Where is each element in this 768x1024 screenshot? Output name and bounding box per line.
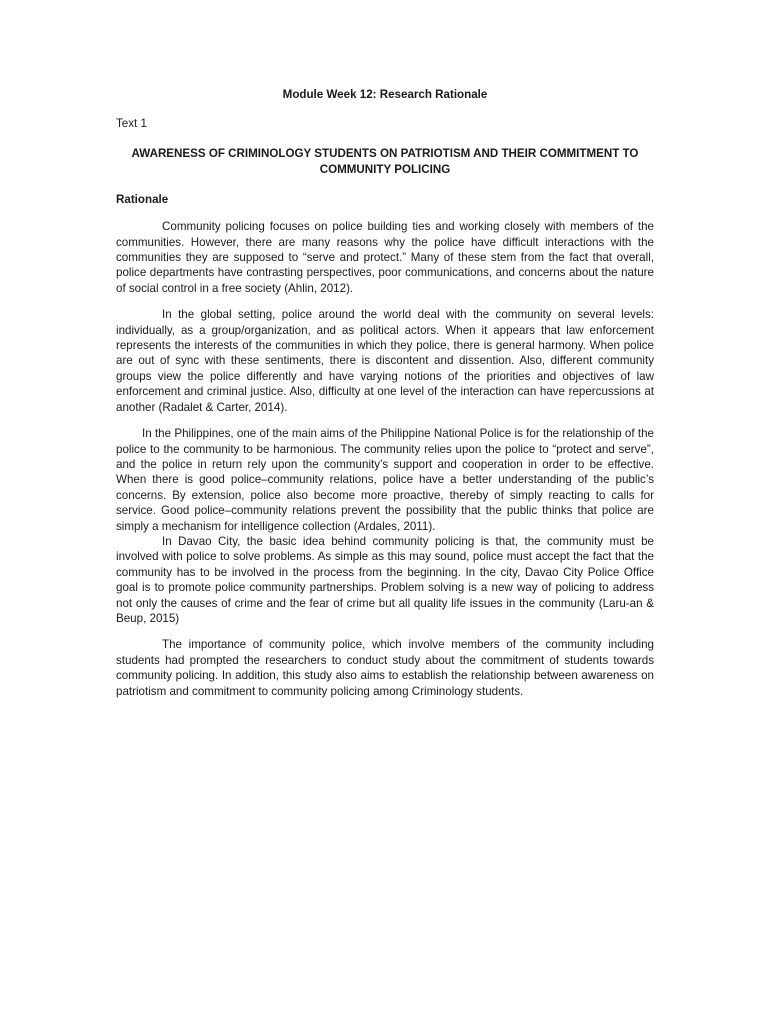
- paragraph-global-setting: In the global setting, police around the world deal with the community on several levels: individually, as a group/organization, and as political actors. When it appears that law enforcement represents the interests of the communities in which they police, there is general harmony. When police are out of sync with these sentiments, there is discontent and dissention. Also, different community groups view the police differently and have varying notions of the priorities and objectives of law enforcement and criminal justice. Also, difficulty at one level of the interaction can have repercussions at another (Radalet & Carter, 2014).: [116, 308, 654, 414]
- module-title: Module Week 12: Research Rationale: [282, 88, 488, 101]
- paragraph-importance: The importance of community police, which involve members of the community including students had prompted the researchers to conduct study about the commitment of students towards community policing. In addition, this study also aims to establish the relationship between awareness on patriotism and commitment to community policing among Criminology students.: [116, 638, 654, 698]
- paragraph-community-policing: Community policing focuses on police building ties and working closely with members of the communities. However, there are many reasons why the police have difficult interactions with the communities they are supposed to “serve and protect.” Many of these stem from the fact that overall, police departments have contrasting perspectives, poor communications, and concerns about the nature of social control in a free society (Ahlin, 2012).: [116, 220, 654, 295]
- document-body: [116, 87, 654, 710]
- document-title: AWARENESS OF CRIMINOLOGY STUDENTS ON PATRIOTISM AND THEIR COMMITMENT TO COMMUNITY POLICING: [131, 146, 639, 176]
- section-heading-rationale: Rationale: [116, 192, 169, 206]
- paragraph-davao-city: In Davao City, the basic idea behind community policing is that, the community must be involved with police to solve problems. As simple as this may sound, police must accept the fact that the community has to be involved in the process from the beginning. In the city, Davao City Police Office goal is to promote police community partnerships. Problem solving is a new way of policing to address not only the causes of crime and the fear of crime but all quality life issues in the community (Laru-an & Beup, 2015): [116, 534, 654, 625]
- paragraph-philippines: In the Philippines, one of the main aims of the Philippine National Police is for the relationship of the police to the community to be harmonious. The community relies upon the police to “protect and serve”, and the police in return rely upon the community’s support and cooperation in order to be effective. When there is good police–community relations, police have a better understanding of the public’s concerns. By extension, police also become more proactive, thereby of simply reacting to calls for service. Good police–community relations prevent the possibility that the public thinks that police are simply a mechanism for intelligence collection (Ardales, 2011).: [116, 427, 654, 533]
- text-label: Text 1: [116, 117, 147, 131]
